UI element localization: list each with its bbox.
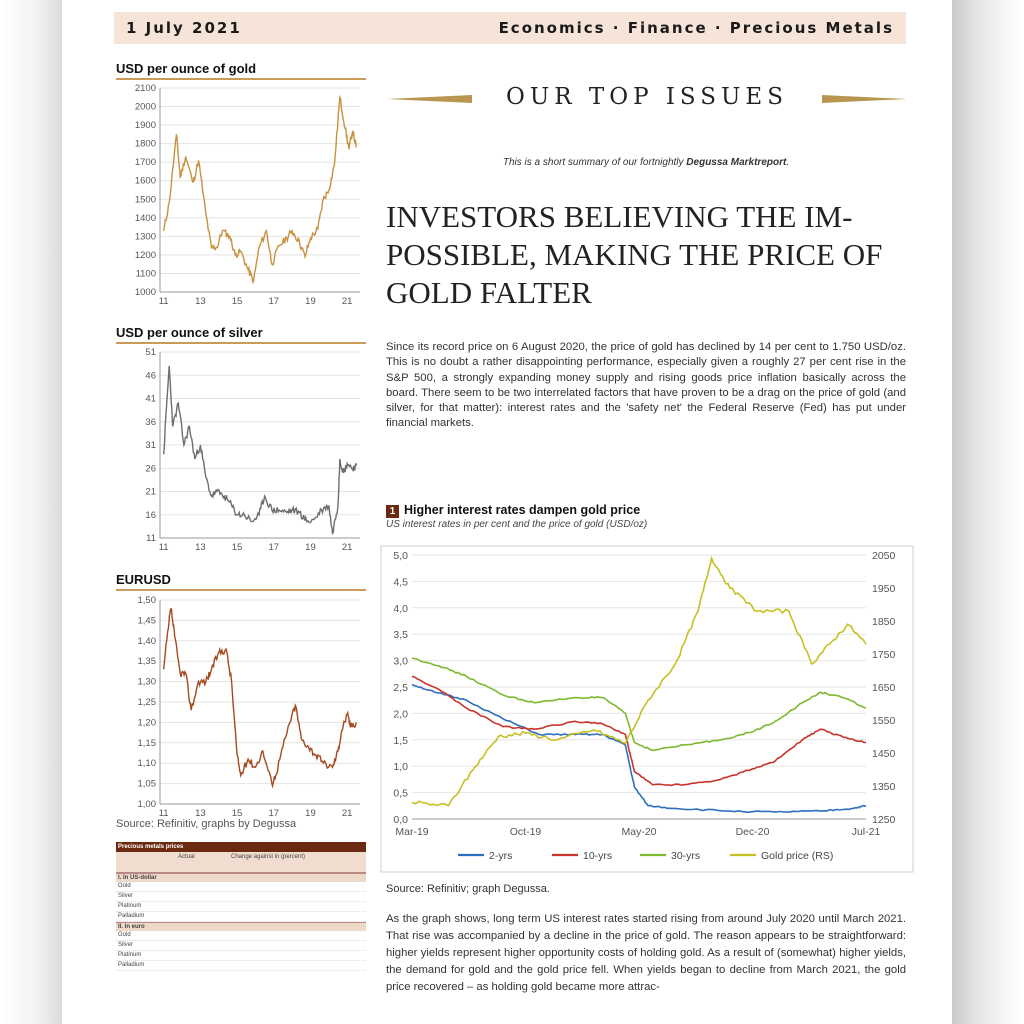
section-heading [387,78,907,118]
gold-price-chart [116,82,366,308]
article-paragraph-1: Since its record price on 6 August 2020, the price of gold has declined by 14 per cent to 1.750 USD/oz. This is no doubt a rather disappointing performance, especially given a roughly 27 per cent rise in the S&P 500, a strongly expanding money supply and rising goods price inflation basically across the board. There seem to be two interrelated factors that have proven to be a drag on the price of gold (and silver, for that matter): interest rates and the 'safety net' the Federal Reserve (Fed) has put under financial markets. [386,341,906,430]
eurusd-y-tick-label: 1,05 [137,778,156,790]
table-row: Silver [116,941,366,951]
legend-label: Gold price (RS) [761,850,834,862]
main-y-tick-label: 0,5 [393,787,408,800]
table-row: Palladium [116,912,366,922]
eurusd-x-tick-label: 11 [158,808,169,819]
main-x-tick-label: Mar-19 [395,826,429,838]
main-y2-tick-label: 1850 [872,616,896,628]
silver-x-tick-label: 11 [158,542,169,553]
precious-metals-table [116,842,366,1024]
gold-y-tick-label: 1500 [134,194,156,206]
eurusd-y-tick-label: 1,15 [137,737,156,749]
gold-y-tick-label: 1000 [134,287,156,298]
eurusd-x-tick-label: 21 [341,808,353,819]
silver-y-tick-label: 26 [145,463,156,475]
issue-date: 1 July 2021 [126,19,242,37]
gold-wing-right-icon [822,95,907,103]
section-tags: Economics · Finance · Precious Metals [498,19,894,37]
table-row: Silver [116,892,366,902]
eurusd-chart-title: EURUSD [116,572,366,591]
gold-y-tick-label: 2100 [134,83,156,94]
silver-y-tick-label: 11 [146,533,156,544]
intro-line [386,157,906,168]
main-y2-tick-label: 1450 [872,748,896,760]
section-title: OUR TOP ISSUES [506,84,788,110]
main-x-tick-label: Jul-21 [851,826,881,838]
legend-label: 10-yrs [583,850,613,862]
table-row: Platinum [116,902,366,912]
table-section-usd: I. In US-dollar [116,873,366,882]
intro-end: . [786,157,790,168]
gold-y-tick-label: 1700 [134,157,156,169]
figure-number: 1 [386,505,399,518]
gold-x-tick-label: 13 [195,296,206,307]
eurusd-y-tick-label: 1,25 [137,697,156,708]
eurusd-x-tick-label: 15 [231,808,243,819]
gold-x-tick-label: 17 [268,296,280,307]
main-x-tick-label: May-20 [621,826,657,838]
silver-y-tick-label: 46 [145,370,156,382]
eurusd-series-line [164,608,357,786]
eurusd-y-tick-label: 1,00 [137,799,156,810]
table-title: Precious metals prices [116,842,366,852]
left-source-note: Source: Refinitiv, graphs by Degussa [116,818,297,830]
main-x-tick-label: Dec-20 [735,826,770,838]
main-series-line [412,558,866,806]
gold-y-tick-label: 1100 [135,268,156,280]
eurusd-y-tick-label: 1,50 [137,595,156,606]
main-y2-tick-label: 1550 [872,715,896,727]
main-y-tick-label: 1,0 [393,761,408,774]
eurusd-chart [116,594,366,820]
main-y2-tick-label: 1750 [872,649,896,661]
gold-y-tick-label: 1900 [134,120,156,132]
table-section-eur: II. In euro [116,922,366,931]
silver-y-tick-label: 51 [145,347,156,358]
silver-price-chart [116,346,366,554]
main-y-tick-label: 4,5 [393,576,408,589]
silver-y-tick-label: 36 [145,416,156,428]
gold-y-tick-label: 1300 [134,231,156,243]
silver-y-tick-label: 41 [145,393,156,405]
table-row: Palladium [116,961,366,971]
article-paragraph-2: As the graph shows, long term US interest rates started rising from around July 2020 until March 2021. That rise was accompanied by a decline in the price of gold. The reason appears to be straightforward: higher yields represent higher opportunity costs of holding gold. As a result of (somewhat) higher yields, the demand for gold and the gold price fell. When yields began to decline from March 2021, the gold price recovered – as holding gold became more attrac- [386,913,906,993]
main-y-tick-label: 3,5 [393,629,408,642]
legend-label: 30-yrs [671,850,701,862]
eurusd-y-tick-label: 1,10 [137,758,156,770]
main-y-tick-label: 3,0 [393,655,408,668]
main-series-line [412,658,866,750]
silver-x-tick-label: 13 [195,542,206,553]
main-y2-tick-label: 1950 [872,583,896,595]
figure-title-text: Higher interest rates dampen gold price [404,503,641,517]
gold-x-tick-label: 21 [341,296,353,307]
main-y-tick-label: 0,0 [393,814,408,826]
eurusd-y-tick-label: 1,20 [137,717,156,729]
col-actual: Actual [178,854,195,860]
main-y-tick-label: 2,0 [393,708,408,721]
main-y2-tick-label: 1250 [872,814,896,826]
eurusd-x-tick-label: 19 [305,808,316,819]
legend-label: 2-yrs [489,850,513,862]
eurusd-x-tick-label: 17 [268,808,280,819]
main-y2-tick-label: 1350 [872,781,896,793]
chart-frame [381,546,913,872]
gold-x-tick-label: 19 [305,296,316,307]
eurusd-y-tick-label: 1,30 [137,676,156,688]
silver-y-tick-label: 21 [145,486,156,498]
gold-x-tick-label: 15 [231,296,243,307]
main-x-tick-label: Oct-19 [509,826,542,838]
table-row: Gold [116,882,366,892]
table-row: Gold [116,931,366,941]
gold-y-tick-label: 1200 [134,249,156,261]
main-y-tick-label: 4,0 [393,602,408,615]
document-page [62,0,952,1024]
main-y-tick-label: 5,0 [393,550,408,562]
eurusd-y-tick-label: 1,35 [137,656,156,668]
gold-y-tick-label: 1600 [134,175,156,187]
silver-series-line [164,366,357,533]
interest-rate-gold-chart [380,545,914,873]
silver-chart-title: USD per ounce of silver [116,325,366,344]
main-series-line [412,684,866,812]
silver-y-tick-label: 16 [145,509,156,521]
main-y2-tick-label: 2050 [872,550,896,562]
main-series-line [412,676,866,785]
silver-x-tick-label: 17 [268,542,280,553]
silver-x-tick-label: 21 [341,542,353,553]
gold-y-tick-label: 2000 [134,101,156,113]
gold-x-tick-label: 11 [158,296,169,307]
page-shadow-left [0,0,62,1024]
eurusd-x-tick-label: 13 [195,808,206,819]
silver-x-tick-label: 15 [231,542,243,553]
article-headline: INVESTORS BELIEVING THE IM-POSSIBLE, MAKING THE PRICE OF GOLD FALTER [386,199,883,310]
table-subheader [116,852,366,873]
main-y-tick-label: 2,5 [393,682,408,694]
col-change: Change against in (percent) [231,854,306,860]
gold-chart-title: USD per ounce of gold [116,61,366,80]
intro-publication: Degussa Marktreport [686,157,787,168]
figure-source: Source: Refinitiv; graph Degussa. [386,883,550,895]
figure-subtitle: US interest rates in per cent and the price of gold (USD/oz) [386,519,648,530]
silver-y-tick-label: 31 [145,440,156,451]
page-shadow-right [952,0,1024,1024]
figure-title [386,503,640,518]
eurusd-y-tick-label: 1,45 [137,615,156,627]
main-y-tick-label: 1,5 [393,734,408,747]
gold-y-tick-label: 1400 [134,212,156,224]
silver-x-tick-label: 19 [305,542,316,553]
table-row: Platinum [116,951,366,961]
header-bar [114,12,906,44]
gold-y-tick-label: 1800 [134,138,156,150]
eurusd-y-tick-label: 1,40 [137,635,156,647]
intro-text: This is a short summary of our fortnightly [502,157,687,168]
main-y2-tick-label: 1650 [872,682,896,694]
